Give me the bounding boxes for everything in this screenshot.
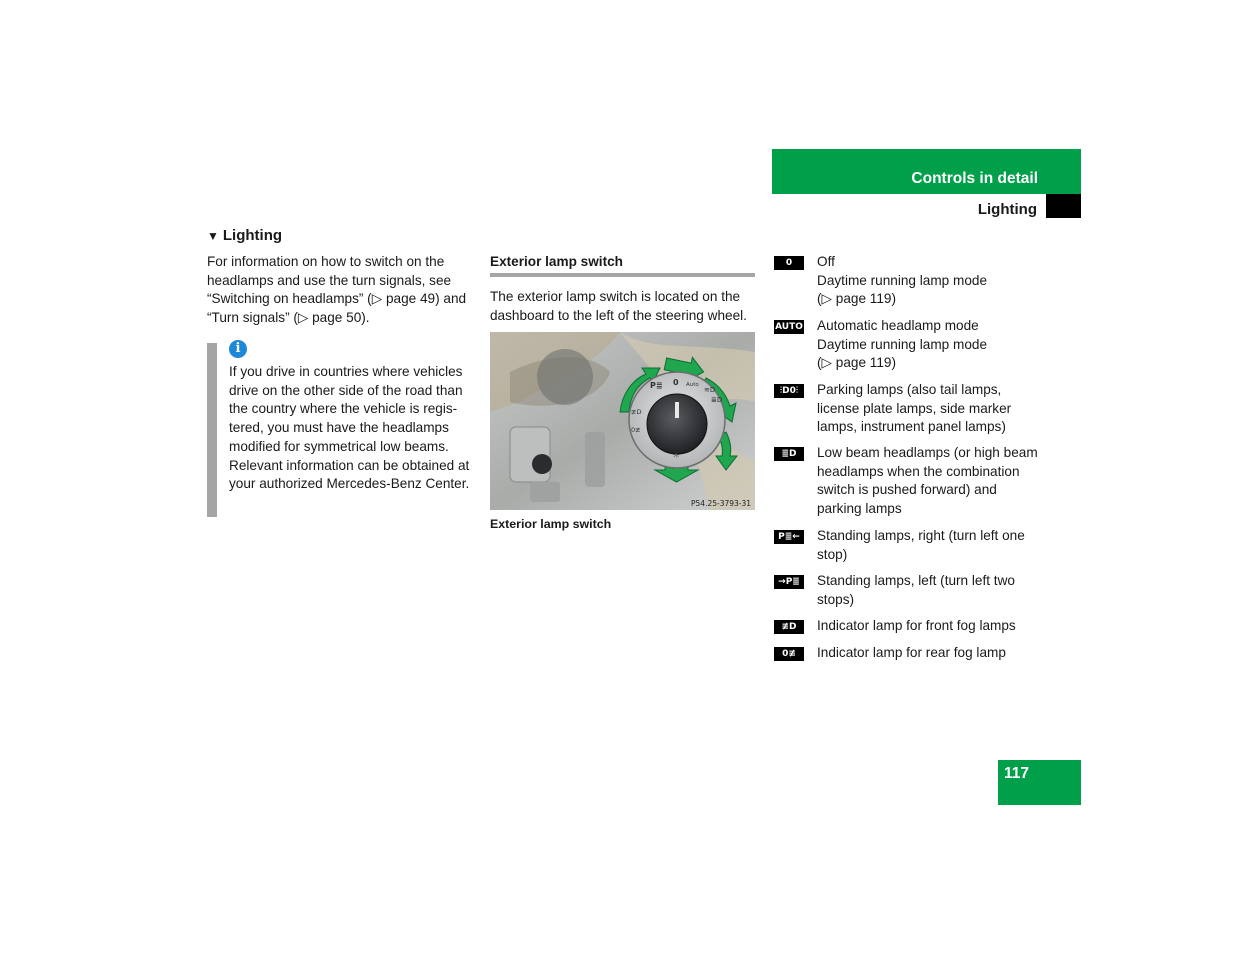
off-symbol-icon: 0 <box>774 256 804 270</box>
rear-fog-lamp-icon: 0≢ <box>774 647 804 661</box>
section-divider <box>490 273 755 277</box>
switch-section-text: The exterior lamp switch is located on the dashboard to the left of the steering wheel. <box>490 289 747 323</box>
dial-zero-label: 0 <box>673 378 679 387</box>
parking-lamps-icon: ⫶D0⫶ <box>774 384 804 398</box>
svg-text:≣D: ≣D <box>711 396 723 404</box>
triangle-down-icon: ▼ <box>207 229 219 243</box>
low-beam-icon: ≣D <box>774 447 804 461</box>
symbol-description <box>817 617 1045 636</box>
info-note-bar <box>207 343 217 517</box>
auto-symbol-icon: AUTO <box>775 322 803 332</box>
figure-code: P54.25-3793-31 <box>691 499 752 508</box>
symbol-description <box>817 572 1045 609</box>
symbol-description-line: Daytime running lamp mode <box>817 272 988 288</box>
symbol-description-line: Standing lamps, right (turn left one stop) <box>817 528 1025 562</box>
symbol-description <box>817 444 1045 519</box>
section-title <box>207 227 282 245</box>
symbol-description <box>817 644 1045 663</box>
header-subtitle-bar <box>772 194 1046 218</box>
standing-lamps-left-icon: →P≣ <box>774 575 804 589</box>
symbol-description-line: Daytime running lamp mode <box>817 336 988 352</box>
header-title: Controls in detail <box>911 170 1038 187</box>
figure-caption: Exterior lamp switch <box>490 517 612 531</box>
standing-lamps-right-icon: P≣← <box>774 530 804 544</box>
header-subtitle: Lighting <box>977 201 1037 218</box>
section-title-text: Lighting <box>222 227 283 244</box>
info-note-text: If you drive in countries where vehicles drive on the other side of the road than the country where the vehicle is regis-tered, you must have the headlamps modified for symmetrical low beams. Relevant information can be obtained at your authorized Mercedes-Benz Center. <box>229 364 470 492</box>
page-number: 117 <box>1004 765 1030 782</box>
header-black-tab <box>1046 194 1081 218</box>
symbol-description-line: (▷ page 119) <box>817 355 896 371</box>
header-band <box>772 149 1081 194</box>
switch-section-title: Exterior lamp switch <box>490 254 623 269</box>
symbol-description-line: Parking lamps (also tail lamps, license plate lamps, side marker lamps, instrument panel lamps) <box>817 382 1012 435</box>
symbol-description-line: Automatic headlamp mode <box>817 318 979 333</box>
symbol-description-line: (▷ page 119) <box>817 291 896 307</box>
symbol-description-line: Indicator lamp for front fog lamps <box>817 618 1016 633</box>
front-fog-lamp-icon: ≢D <box>774 620 804 634</box>
page-number-box <box>998 760 1081 805</box>
symbol-description-line: Standing lamps, left (turn left two stops) <box>817 573 1015 607</box>
symbol-description <box>817 527 1045 564</box>
svg-text:≢D: ≢D <box>631 408 642 416</box>
dial-auto-label: Auto <box>686 382 699 388</box>
symbol-description <box>817 381 1045 437</box>
symbol-description-line: Low beam headlamps (or high beam headlamps when the combination switch is pushed forward) and parking lamps <box>817 445 1038 517</box>
svg-text:P≣: P≣ <box>650 381 663 390</box>
info-icon: i <box>229 340 247 358</box>
exterior-lamp-switch-figure <box>490 332 755 510</box>
symbol-description-line: Off <box>817 254 835 269</box>
svg-text:0≢: 0≢ <box>631 426 641 434</box>
symbol-description <box>817 253 1045 309</box>
symbol-description-line: Indicator lamp for rear fog lamp <box>817 645 1006 660</box>
section-intro: For information on how to switch on the headlamps and use the turn signals, see “Switching on headlamps” (▷ page 49) and “Turn signals” (▷ page 50). <box>207 254 467 326</box>
svg-text:☼: ☼ <box>672 451 681 461</box>
svg-text:≋D: ≋D <box>704 386 716 394</box>
symbol-description <box>817 317 1045 373</box>
